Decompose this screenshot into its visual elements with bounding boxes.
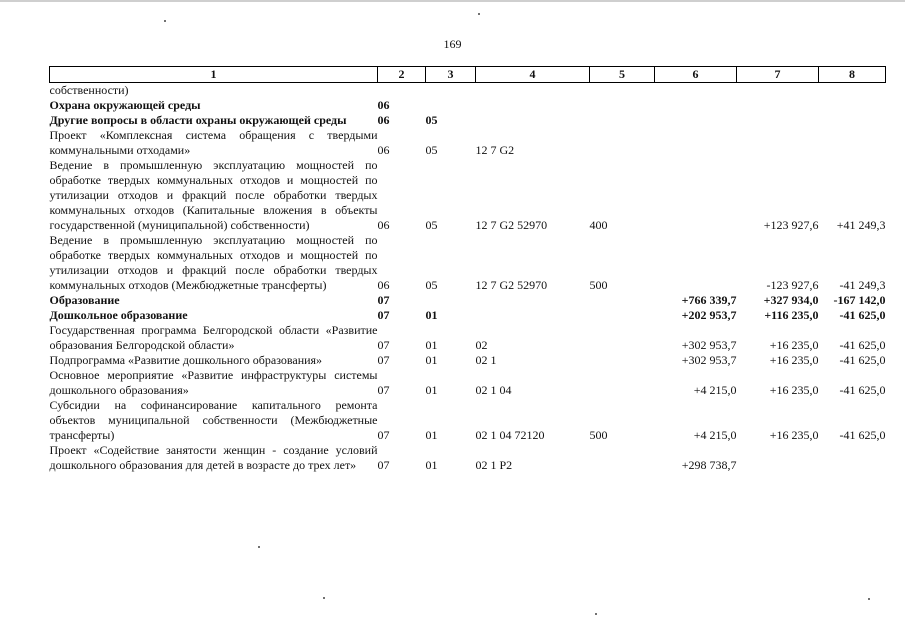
amount-col-7: +327 934,0 — [763, 293, 819, 307]
section-code: 07 — [377, 458, 390, 472]
subsection-code: 05 — [425, 143, 438, 157]
expense-type-code — [590, 128, 655, 158]
scan-speck — [595, 613, 597, 615]
amount-col-8: -41 625,0 — [839, 338, 886, 352]
target-article-code — [476, 308, 590, 323]
subsection-code: 01 — [425, 428, 438, 442]
subsection-code: 01 — [425, 353, 438, 367]
subsection-code: 01 — [425, 308, 438, 322]
amount-col-6: +302 953,7 — [681, 353, 737, 367]
row-description: Государственная программа Белгородской области «Развитие образования Белгородской области» — [49, 323, 378, 352]
table-row — [50, 398, 886, 443]
table-row — [50, 308, 886, 323]
target-article-code: 02 — [475, 338, 488, 352]
amount-col-8 — [819, 98, 886, 113]
expense-type-code — [590, 113, 655, 128]
subsection-code: 05 — [425, 113, 438, 127]
expense-type-code — [590, 308, 655, 323]
subsection-code: 05 — [425, 218, 438, 232]
scan-speck — [258, 546, 260, 548]
amount-col-6: +298 738,7 — [681, 458, 737, 472]
target-article-code: 12 7 G2 52970 — [475, 278, 548, 292]
amount-col-7: -123 927,6 — [766, 278, 819, 292]
subsection-code: 05 — [425, 278, 438, 292]
target-article-code: 02 1 04 72120 — [475, 428, 545, 442]
page-number: 169 — [443, 37, 462, 51]
amount-col-6: +766 339,7 — [681, 293, 737, 307]
amount-col-7: +16 235,0 — [769, 383, 819, 397]
amount-col-7 — [737, 83, 819, 99]
page-top-edge — [0, 0, 905, 2]
row-description: собственности) — [49, 83, 129, 97]
table-row — [50, 323, 886, 353]
amount-col-8: +41 249,3 — [836, 218, 886, 232]
section-code: 07 — [377, 338, 390, 352]
table-header-row — [50, 67, 886, 83]
scan-speck — [868, 598, 870, 600]
section-code: 07 — [377, 383, 390, 397]
amount-col-7 — [737, 443, 819, 473]
column-header: 4 — [476, 67, 590, 83]
amount-col-7 — [737, 128, 819, 158]
expense-type-code: 500 — [589, 278, 608, 292]
amount-col-7: +16 235,0 — [769, 338, 819, 352]
section-code: 06 — [377, 113, 390, 127]
amount-col-8 — [819, 83, 886, 99]
table-row — [50, 98, 886, 113]
amount-col-6 — [655, 158, 737, 233]
row-description: Ведение в промышленную эксплуатацию мощностей по обработке твердых коммунальных отходов и мощностей по утилизации отходов и фракций после обработки твердых коммунальных отходов (Капитальные вложения в объекты государственной (муниципальной) собственности) — [49, 158, 378, 232]
amount-col-6: +202 953,7 — [681, 308, 737, 322]
expense-type-code — [590, 293, 655, 308]
table-row — [50, 128, 886, 158]
row-description: Образование — [49, 293, 120, 307]
amount-col-7: +116 235,0 — [764, 308, 819, 322]
amount-col-8 — [819, 443, 886, 473]
row-description: Ведение в промышленную эксплуатацию мощностей по обработке твердых коммунальных отходов и мощностей по утилизации отходов и фракций после обработки твердых коммунальных отходов (Межбюджетные трансферты) — [49, 233, 378, 292]
subsection-code — [426, 83, 476, 99]
section-code: 06 — [377, 98, 390, 112]
row-description: Проект «Комплексная система обращения с твердыми коммунальными отходами» — [49, 128, 378, 157]
target-article-code: 12 7 G2 — [475, 143, 515, 157]
expense-type-code — [590, 353, 655, 368]
table-row — [50, 158, 886, 233]
amount-col-6 — [655, 128, 737, 158]
amount-col-6 — [655, 83, 737, 99]
subsection-code — [426, 98, 476, 113]
section-code: 06 — [377, 143, 390, 157]
section-code: 06 — [377, 278, 390, 292]
amount-col-7: +16 235,0 — [769, 428, 819, 442]
column-header: 1 — [50, 67, 378, 83]
expense-type-code — [590, 98, 655, 113]
section-code: 07 — [377, 293, 390, 307]
section-code: 07 — [377, 428, 390, 442]
amount-col-6: +4 215,0 — [693, 428, 737, 442]
expense-type-code — [590, 368, 655, 398]
table-row — [50, 353, 886, 368]
target-article-code — [476, 113, 590, 128]
amount-col-6 — [655, 113, 737, 128]
section-code — [378, 83, 426, 99]
target-article-code — [476, 293, 590, 308]
expense-type-code — [590, 83, 655, 99]
target-article-code: 02 1 04 — [475, 383, 512, 397]
table-row — [50, 443, 886, 473]
expense-type-code — [590, 443, 655, 473]
amount-col-8 — [819, 128, 886, 158]
row-description: Дошкольное образование — [49, 308, 188, 322]
amount-col-8 — [819, 113, 886, 128]
amount-col-7: +16 235,0 — [769, 353, 819, 367]
budget-table — [49, 66, 886, 473]
amount-col-8: -41 249,3 — [839, 278, 886, 292]
target-article-code: 12 7 G2 52970 — [475, 218, 548, 232]
scan-speck — [323, 597, 325, 599]
column-header: 8 — [819, 67, 886, 83]
table-row — [50, 113, 886, 128]
amount-col-6 — [655, 233, 737, 293]
amount-col-7 — [737, 113, 819, 128]
target-article-code: 02 1 — [475, 353, 497, 367]
amount-col-6: +4 215,0 — [693, 383, 737, 397]
column-header: 6 — [655, 67, 737, 83]
amount-col-6 — [655, 98, 737, 113]
column-header: 2 — [378, 67, 426, 83]
amount-col-7: +123 927,6 — [763, 218, 819, 232]
table-row — [50, 368, 886, 398]
table-row — [50, 293, 886, 308]
column-header: 5 — [590, 67, 655, 83]
amount-col-8: -167 142,0 — [833, 293, 886, 307]
expense-type-code: 500 — [589, 428, 608, 442]
table-row — [50, 83, 886, 99]
subsection-code — [426, 293, 476, 308]
column-header: 7 — [737, 67, 819, 83]
expense-type-code — [590, 323, 655, 353]
scan-speck — [478, 13, 480, 15]
amount-col-8: -41 625,0 — [839, 353, 886, 367]
subsection-code: 01 — [425, 383, 438, 397]
amount-col-6: +302 953,7 — [681, 338, 737, 352]
target-article-code: 02 1 P2 — [475, 458, 513, 472]
target-article-code — [476, 98, 590, 113]
amount-col-8: -41 625,0 — [839, 383, 886, 397]
section-code: 07 — [377, 308, 390, 322]
row-description: Подпрограмма «Развитие дошкольного образования» — [49, 353, 323, 367]
subsection-code: 01 — [425, 458, 438, 472]
row-description: Субсидии на софинансирование капитального ремонта объектов муниципальной собственности (Межбюджетные трансферты) — [49, 398, 378, 442]
row-description: Другие вопросы в области охраны окружающей среды — [49, 113, 347, 127]
amount-col-7 — [737, 98, 819, 113]
row-description: Проект «Содействие занятости женщин - создание условий дошкольного образования для детей в возрасте до трех лет» — [49, 443, 378, 472]
subsection-code: 01 — [425, 338, 438, 352]
amount-col-8: -41 625,0 — [839, 308, 886, 322]
target-article-code — [476, 83, 590, 99]
column-header: 3 — [426, 67, 476, 83]
table-row — [50, 233, 886, 293]
section-code: 06 — [377, 218, 390, 232]
expense-type-code: 400 — [589, 218, 608, 232]
scan-speck — [164, 20, 166, 22]
row-description: Охрана окружающей среды — [49, 98, 201, 112]
row-description: Основное мероприятие «Развитие инфраструктуры системы дошкольного образования» — [49, 368, 378, 397]
section-code: 07 — [377, 353, 390, 367]
amount-col-8: -41 625,0 — [839, 428, 886, 442]
